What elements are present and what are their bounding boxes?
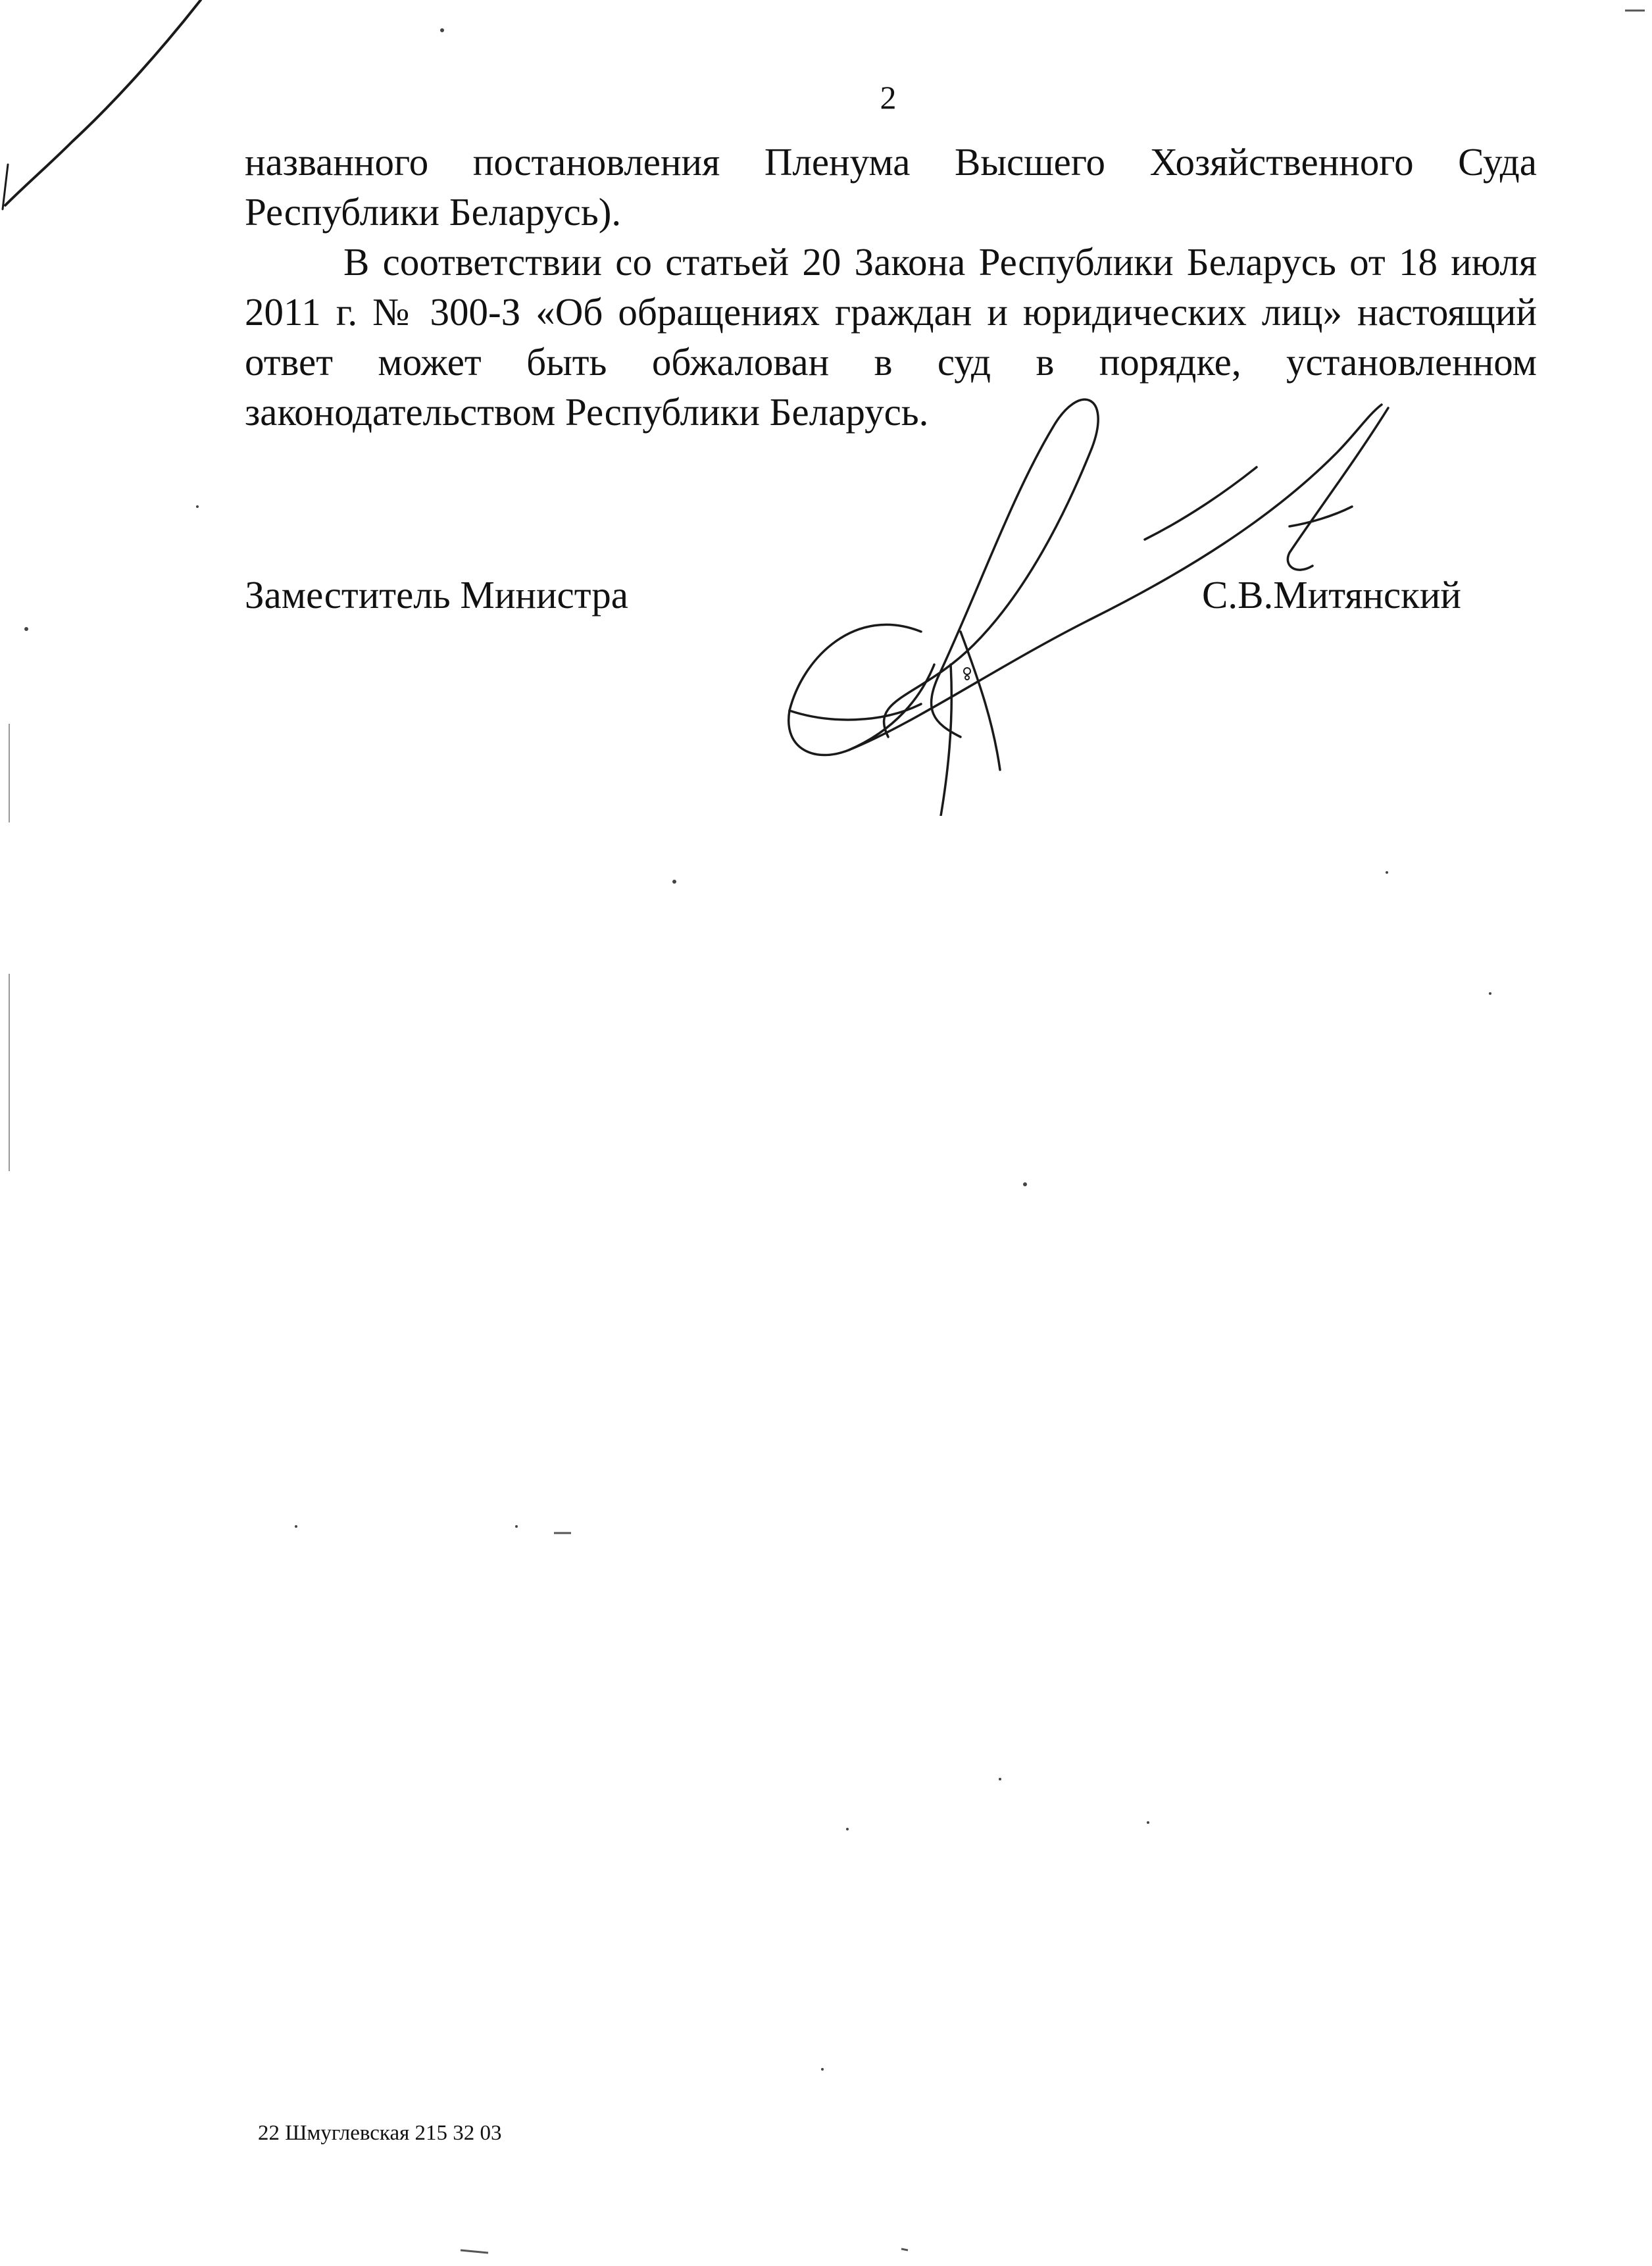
- corner-pen-mark: [0, 0, 224, 224]
- paragraph-continuation: названного постановления Пленума Высшего Хозяйственного Суда Республики Беларусь).: [245, 140, 1537, 234]
- executor-note: 22 Шмуглевская 215 32 03: [258, 2121, 502, 2145]
- paragraph-appeal-notice: В соответствии со статьей 20 Закона Республики Беларусь от 18 июля 2011 г. № 300-З «Об обращениях граждан и юридических лиц» настоящий ответ может быть обжалован в суд в порядке, установленном законодательством Республики Беларусь.: [245, 240, 1537, 434]
- page-number: 2: [880, 79, 897, 116]
- signature-block: [245, 568, 1537, 621]
- signatory-name: С.В.Митянский: [1202, 573, 1461, 617]
- signatory-title: Заместитель Министра: [245, 573, 628, 617]
